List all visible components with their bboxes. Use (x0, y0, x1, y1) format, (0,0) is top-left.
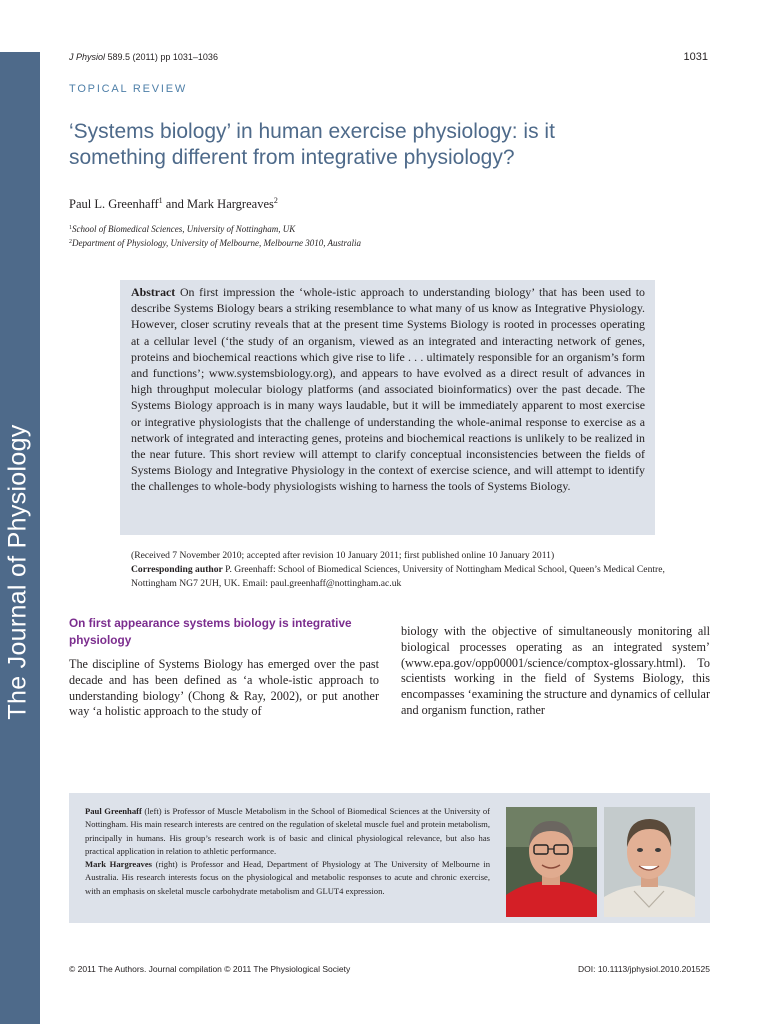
abstract-label: Abstract (131, 285, 176, 299)
author-1-affil-mark: 1 (158, 196, 163, 205)
received-info (131, 549, 671, 591)
bio-name-1: Paul Greenhaff (85, 806, 142, 816)
corresponding-author-label: Corresponding author (131, 564, 223, 575)
journal-citation (69, 52, 218, 62)
article-title (69, 119, 709, 171)
bio-text-2: (right) is Professor and Head, Department of Physiology at The University of Melbourne in Australia. His research interests focus on the physiological and metabolic responses to acute and chronic exercise, with an emphasis on skeletal muscle carbohydrate metabolism and GLUT4 expression. (85, 859, 490, 896)
corresponding-author (131, 563, 671, 591)
affiliation-2 (69, 238, 361, 248)
body-column-1: The discipline of Systems Biology has emerged over the past decade and has been defined as ‘a whole-istic approach to understanding biology’ (Chong & Ray, 2002), or put another way ‘a holistic approach to the study of (69, 657, 379, 719)
author-2-affil-mark: 2 (273, 196, 278, 205)
affiliation-1-text: School of Biomedical Sciences, University of Nottingham, UK (72, 224, 296, 234)
title-line-2: something different from integrative physiology? (69, 146, 515, 169)
author-bio-box (69, 793, 710, 923)
author-photo-greenhaff (506, 807, 597, 917)
journal-sidebar (0, 52, 40, 1024)
author-1: Paul L. Greenhaff (69, 197, 159, 211)
section-heading: On first appearance systems biology is integrative physiology (69, 616, 352, 647)
affiliation-2-mark: 2 (69, 239, 72, 245)
title-line-1: ‘Systems biology’ in human exercise physiology: is it (69, 120, 555, 143)
bio-text-1: (left) is Professor of Muscle Metabolism in the School of Biomedical Sciences at the University of Nottingham. His main research interests are centred on the regulation of skeletal muscle fuel and protein metabolism, principally in humans. His group’s research work is of basic and clinical physiological relevance, but also has practical application in relation to athletic performance. (85, 806, 490, 856)
author-2: and Mark Hargreaves (162, 197, 274, 211)
received-dates: (Received 7 November 2010; accepted after revision 10 January 2011; first published online 10 January 2011) (131, 550, 555, 561)
affiliation-1 (69, 224, 295, 234)
abstract-text: On first impression the ‘whole-istic approach to understanding biology’ that has been used to describe Systems Biology bears a striking resemblance to what many of us know as Integrative Physiology. However, closer scrutiny reveals that at the present time Systems Biology is rooted in processes operating at a cellular level (‘the study of an organism, viewed as an integrated and interacting network of genes, proteins and biochemical reactions which give rise to life . . . ultimately responsible for an organism’s form and functions’; www.systemsbiology.org), and appears to have evolved as a direct result of advances in high throughput molecular biology platforms (and associated bioinformatics) over the past decade. The Systems Biology approach is in many ways laudable, but it will be immediately apparent to most exercise or integrative physiologists that the challenge of understanding the whole-animal response to exercise as a network of integrated and interacting genes, proteins and biochemical reactions is unlikely to be realized in the near future. This short review will attempt to clarify conceptual inconsistencies between the fields of Systems Biology and Integrative Physiology in the context of exercise science, and will attempt to identify the challenges to whole-body physiologists wishing to harness the tools of Systems Biology. (131, 285, 645, 494)
article-type: TOPICAL REVIEW (69, 83, 188, 95)
author-list (69, 196, 278, 212)
author-photo-hargreaves (604, 807, 695, 917)
abstract-box (120, 280, 655, 535)
bio-name-2: Mark Hargreaves (85, 859, 152, 870)
author-bio-text (85, 805, 490, 898)
copyright-notice: © 2011 The Authors. Journal compilation © 2011 The Physiological Society (69, 964, 351, 974)
affiliation-1-mark: 1 (69, 225, 72, 231)
body-column-2: biology with the objective of simultaneously monitoring all biological processes operating as an integrated system’ (www.epa.gov/opp00001/science/comptox-glossary.html). To scientists working in the field of Systems Biology, this encompasses ‘examining the structure and dynamics of cellular and organism function, rather (401, 624, 710, 717)
journal-name: The Journal of Physiology (3, 424, 32, 720)
affiliation-2-text: Department of Physiology, University of Melbourne, Melbourne 3010, Australia (72, 238, 362, 248)
doi: DOI: 10.1113/jphysiol.2010.201525 (577, 964, 710, 974)
citation-details: 589.5 (2011) pp 1031–1036 (105, 52, 218, 62)
page-number: 1031 (683, 51, 708, 63)
journal-abbrev: J Physiol (69, 52, 106, 62)
corresponding-author-text: P. Greenhaff: School of Biomedical Sciences, University of Nottingham Medical School, Queen’s Medical Centre, Nottingham NG7 2UH, UK. Email: paul.greenhaff@nottingham.ac.uk (131, 564, 665, 589)
